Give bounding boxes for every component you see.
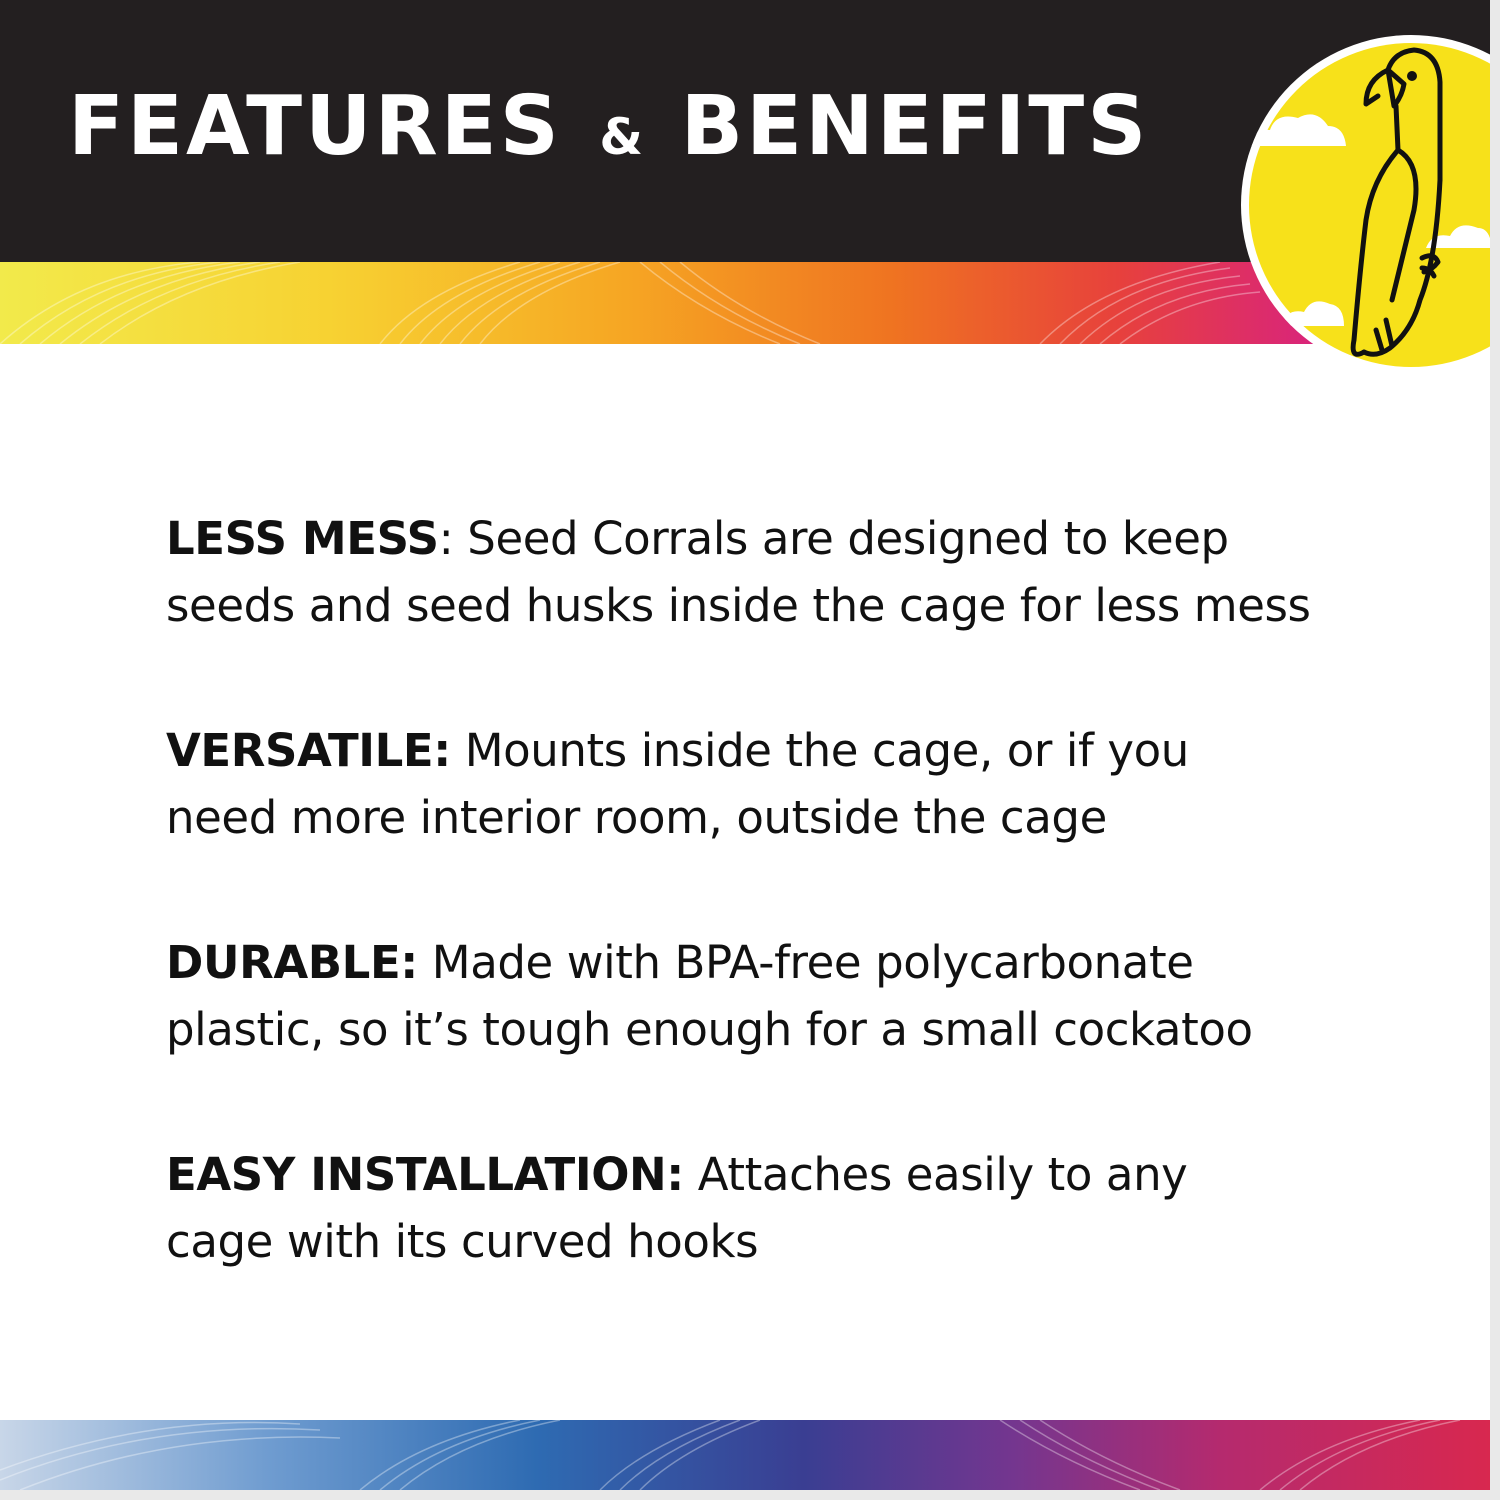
feature-text: seeds and seed husks inside the cage for less mess [166,579,1311,632]
feature-text: Made with BPA-free polycarbonate [417,936,1194,989]
feature-label: VERSATILE: [166,724,451,777]
feature-text: : Seed Corrals are designed to keep [438,512,1229,565]
feature-durable [166,929,1366,1063]
feature-easy-installation [166,1141,1366,1275]
feature-label: EASY INSTALLATION: [166,1148,684,1201]
feature-label: DURABLE: [166,936,418,989]
feature-text: need more interior room, outside the cage [166,791,1107,844]
title-ampersand: & [599,108,644,166]
parrot-logo [1226,0,1490,376]
title-features: FEATURES [68,79,562,174]
feature-versatile [166,717,1366,851]
frame-edge-bottom [0,1490,1500,1500]
feature-text: plastic, so it’s tough enough for a small cockatoo [166,1003,1253,1056]
feather-pattern-bottom [0,1420,1490,1490]
page-title [68,79,1150,174]
features-list [166,505,1366,1353]
feature-less-mess [166,505,1366,639]
frame-edge-right [1490,0,1500,1500]
feature-label: LESS MESS [166,512,439,565]
feather-banner-bottom [0,1420,1490,1490]
title-benefits: BENEFITS [680,79,1150,174]
feature-text: Attaches easily to any [683,1148,1188,1201]
parrot-icon [1226,0,1490,376]
feature-text: cage with its curved hooks [166,1215,759,1268]
feature-text: Mounts inside the cage, or if you [450,724,1189,777]
